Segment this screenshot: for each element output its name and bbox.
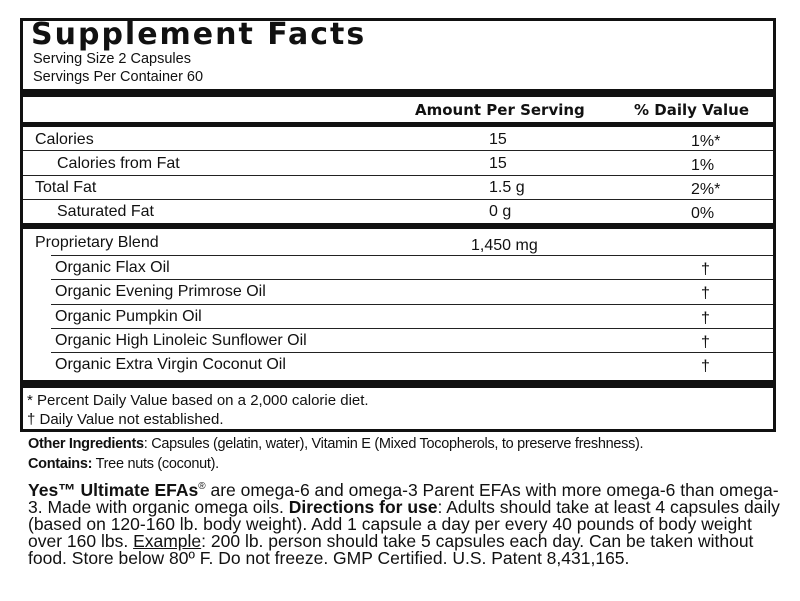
header-amount: Amount Per Serving	[415, 101, 585, 119]
nutrient-amount: 0 g	[489, 203, 512, 220]
supplement-facts-panel	[20, 18, 776, 432]
blend-item: Organic Flax Oil	[55, 259, 170, 276]
footnote-dv-not-established: † Daily Value not established.	[27, 411, 224, 428]
nutrient-amount: 1.5 g	[489, 179, 525, 196]
row-divider	[51, 279, 773, 280]
nutrient-dv: 0%	[691, 205, 715, 222]
nutrient-amount: 15	[489, 155, 507, 172]
other-ingredients-label: Other Ingredients	[28, 436, 144, 452]
blend-name: Proprietary Blend	[35, 234, 159, 251]
footnote-percent-dv: * Percent Daily Value based on a 2,000 calorie diet.	[27, 392, 369, 409]
nutrient-name: Calories from Fat	[57, 155, 180, 172]
other-ingredients	[28, 434, 788, 454]
description-text-3: : 200 lb. person should take 5 capsules each day. Can be taken without food. Store below 80º F. Do not freeze. GMP Certified. U.S. Patent 8,431,165.	[28, 530, 754, 568]
nutrient-name: Calories	[35, 131, 94, 148]
contains-label: Contains:	[28, 456, 93, 472]
nutrient-dv: 2%*	[691, 181, 721, 198]
header-divider	[23, 122, 773, 127]
servings-per-container: Servings Per Container 60	[33, 69, 204, 85]
thick-divider	[23, 89, 773, 97]
panel-title: Supplement Facts	[31, 17, 367, 52]
blend-item: Organic Extra Virgin Coconut Oil	[55, 356, 286, 373]
blend-amount: 1,450 mg	[471, 237, 538, 254]
nutrient-amount: 15	[489, 131, 507, 148]
nutrient-dv: 1%	[691, 157, 715, 174]
row-divider	[23, 175, 773, 176]
blend-item-dv: †	[701, 310, 710, 327]
contains	[28, 454, 788, 474]
serving-size: Serving Size 2 Capsules	[33, 51, 191, 67]
other-ingredients-text: : Capsules (gelatin, water), Vitamin E (Mixed Tocopherols, to preserve freshness).	[143, 436, 644, 452]
nutrient-name: Saturated Fat	[57, 203, 154, 220]
description	[28, 478, 788, 567]
description-text-1: are omega-6 and omega-3 Parent EFAs with more omega-6 than omega-3. Made with organic omega oils.	[28, 479, 779, 517]
row-divider	[23, 199, 773, 200]
blend-item: Organic Evening Primrose Oil	[55, 283, 266, 300]
row-divider	[51, 328, 773, 329]
brand-name: Yes™ Ultimate EFAs	[28, 479, 199, 500]
row-divider	[51, 304, 773, 305]
contains-text: Tree nuts (coconut).	[92, 456, 219, 472]
nutrient-name: Total Fat	[35, 179, 97, 196]
blend-item-dv: †	[701, 358, 710, 375]
header-daily-value: % Daily Value	[634, 101, 750, 119]
blend-item: Organic Pumpkin Oil	[55, 308, 202, 325]
row-divider	[51, 352, 773, 353]
example-label: Example	[133, 530, 202, 551]
blend-item-dv: †	[701, 334, 710, 351]
label-text	[28, 434, 788, 567]
registered-mark: ®	[198, 481, 206, 492]
footnote-divider	[23, 380, 773, 388]
nutrient-dv: 1%*	[691, 133, 721, 150]
blend-item: Organic High Linoleic Sunflower Oil	[55, 332, 307, 349]
blend-item-dv: †	[701, 261, 710, 278]
row-divider	[23, 150, 773, 151]
blend-divider	[23, 223, 773, 229]
description-text-2: : Adults should take at least 4 capsules daily (based on 120-160 lb. body weight). Add 1 capsule a day per every 40 pounds of body weight over 160 lbs.	[28, 496, 780, 551]
blend-item-dv: †	[701, 285, 710, 302]
directions-label: Directions for use	[288, 496, 438, 517]
row-divider	[51, 255, 773, 256]
